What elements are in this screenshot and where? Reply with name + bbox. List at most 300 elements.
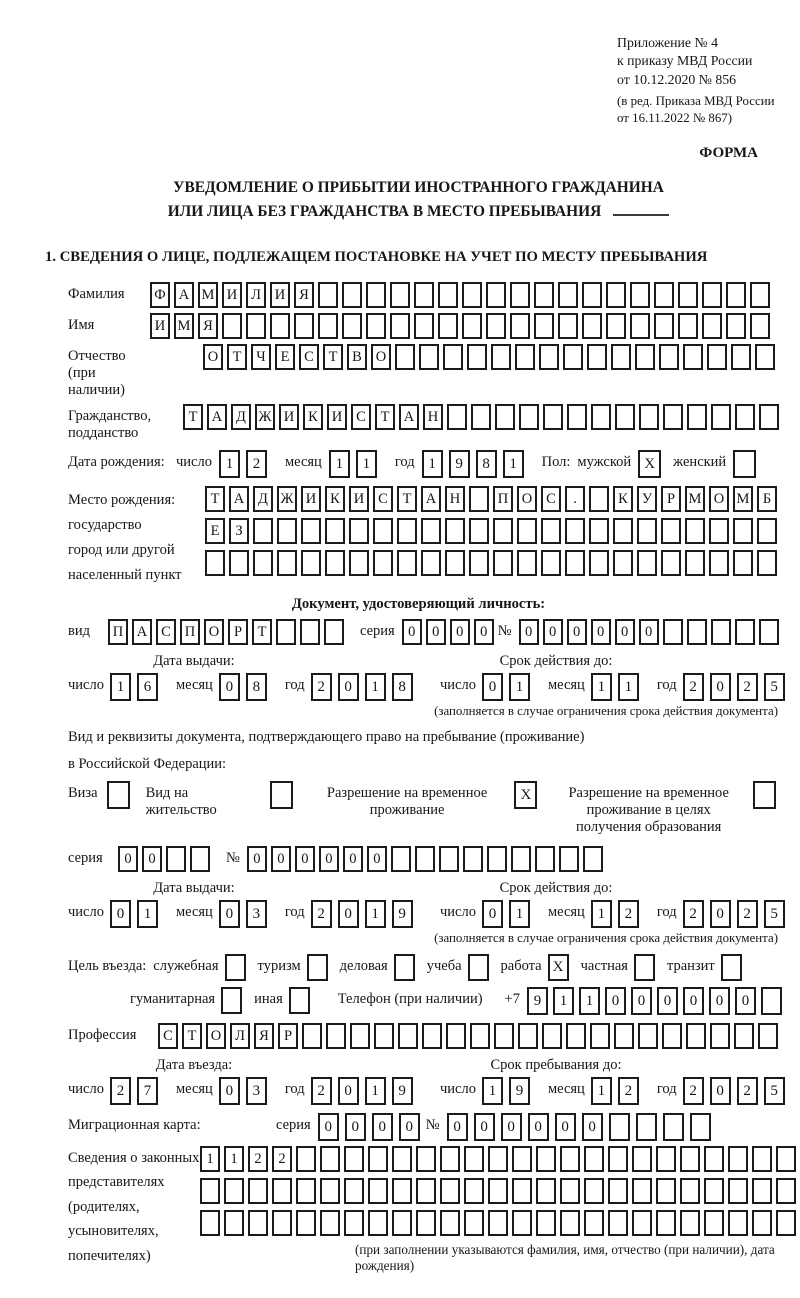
- char-cell[interactable]: 2: [311, 673, 332, 701]
- char-cell[interactable]: С: [299, 344, 319, 370]
- char-cell[interactable]: П: [180, 619, 200, 645]
- char-cell[interactable]: 2: [110, 1077, 131, 1105]
- char-cell[interactable]: 0: [528, 1113, 549, 1141]
- char-cell[interactable]: [366, 313, 386, 339]
- char-cell[interactable]: 2: [683, 673, 704, 701]
- char-cell[interactable]: [761, 987, 782, 1015]
- char-cell[interactable]: И: [150, 313, 170, 339]
- char-cell[interactable]: [464, 1146, 484, 1172]
- char-cell[interactable]: 6: [137, 673, 158, 701]
- char-cell[interactable]: [493, 550, 513, 576]
- char-cell[interactable]: [419, 344, 439, 370]
- char-cell[interactable]: Л: [246, 282, 266, 308]
- char-cell[interactable]: [685, 518, 705, 544]
- char-cell[interactable]: К: [303, 404, 323, 430]
- char-cell[interactable]: А: [174, 282, 194, 308]
- char-cell[interactable]: 0: [639, 619, 659, 645]
- char-cell[interactable]: 0: [110, 900, 131, 928]
- char-cell[interactable]: [438, 282, 458, 308]
- char-cell[interactable]: [534, 282, 554, 308]
- char-cell[interactable]: 2: [618, 1077, 639, 1105]
- char-cell[interactable]: Н: [423, 404, 443, 430]
- char-cell[interactable]: О: [709, 486, 729, 512]
- char-cell[interactable]: [630, 282, 650, 308]
- char-cell[interactable]: О: [206, 1023, 226, 1049]
- char-cell[interactable]: [565, 550, 585, 576]
- char-cell[interactable]: [443, 344, 463, 370]
- char-cell[interactable]: [663, 404, 683, 430]
- char-cell[interactable]: [704, 1210, 724, 1236]
- char-cell[interactable]: Л: [230, 1023, 250, 1049]
- char-cell[interactable]: [488, 1210, 508, 1236]
- char-cell[interactable]: М: [733, 486, 753, 512]
- char-cell[interactable]: С: [373, 486, 393, 512]
- char-cell[interactable]: 1: [224, 1146, 244, 1172]
- char-cell[interactable]: [344, 1178, 364, 1204]
- char-cell[interactable]: [680, 1146, 700, 1172]
- char-cell[interactable]: К: [613, 486, 633, 512]
- char-cell[interactable]: [661, 518, 681, 544]
- char-cell[interactable]: 2: [683, 1077, 704, 1105]
- char-cell[interactable]: [728, 1178, 748, 1204]
- char-cell[interactable]: [471, 404, 491, 430]
- char-cell[interactable]: [320, 1178, 340, 1204]
- char-cell[interactable]: 1: [329, 450, 350, 478]
- char-cell[interactable]: [373, 550, 393, 576]
- char-cell[interactable]: [687, 404, 707, 430]
- char-cell[interactable]: 0: [657, 987, 678, 1015]
- char-cell[interactable]: [224, 1210, 244, 1236]
- char-cell[interactable]: 8: [476, 450, 497, 478]
- char-cell[interactable]: [637, 518, 657, 544]
- char-cell[interactable]: [205, 550, 225, 576]
- char-cell[interactable]: [728, 1210, 748, 1236]
- char-cell[interactable]: [608, 1178, 628, 1204]
- purpose-work-checkbox[interactable]: X: [548, 954, 569, 981]
- char-cell[interactable]: [543, 404, 563, 430]
- char-cell[interactable]: 0: [474, 619, 494, 645]
- char-cell[interactable]: П: [108, 619, 128, 645]
- char-cell[interactable]: 0: [319, 846, 339, 872]
- visa-checkbox[interactable]: [107, 781, 130, 809]
- char-cell[interactable]: [246, 313, 266, 339]
- char-cell[interactable]: [752, 1210, 772, 1236]
- char-cell[interactable]: 1: [482, 1077, 503, 1105]
- char-cell[interactable]: [613, 550, 633, 576]
- char-cell[interactable]: [615, 404, 635, 430]
- char-cell[interactable]: Т: [252, 619, 272, 645]
- char-cell[interactable]: [583, 846, 603, 872]
- char-cell[interactable]: Р: [228, 619, 248, 645]
- char-cell[interactable]: [735, 619, 755, 645]
- char-cell[interactable]: 0: [555, 1113, 576, 1141]
- char-cell[interactable]: [190, 846, 210, 872]
- char-cell[interactable]: [469, 550, 489, 576]
- char-cell[interactable]: 0: [372, 1113, 393, 1141]
- char-cell[interactable]: [632, 1178, 652, 1204]
- char-cell[interactable]: [342, 282, 362, 308]
- char-cell[interactable]: [709, 518, 729, 544]
- char-cell[interactable]: 5: [764, 673, 785, 701]
- char-cell[interactable]: А: [132, 619, 152, 645]
- char-cell[interactable]: [560, 1178, 580, 1204]
- char-cell[interactable]: 7: [137, 1077, 158, 1105]
- purpose-other-checkbox[interactable]: [289, 987, 310, 1014]
- char-cell[interactable]: [710, 1023, 730, 1049]
- char-cell[interactable]: [512, 1178, 532, 1204]
- char-cell[interactable]: [318, 282, 338, 308]
- char-cell[interactable]: [609, 1113, 630, 1141]
- char-cell[interactable]: [536, 1146, 556, 1172]
- char-cell[interactable]: 0: [710, 900, 731, 928]
- char-cell[interactable]: Н: [445, 486, 465, 512]
- char-cell[interactable]: 0: [710, 673, 731, 701]
- char-cell[interactable]: [541, 518, 561, 544]
- char-cell[interactable]: [229, 550, 249, 576]
- char-cell[interactable]: 0: [591, 619, 611, 645]
- char-cell[interactable]: [487, 846, 507, 872]
- char-cell[interactable]: [511, 846, 531, 872]
- char-cell[interactable]: [704, 1146, 724, 1172]
- char-cell[interactable]: [296, 1178, 316, 1204]
- char-cell[interactable]: [584, 1210, 604, 1236]
- char-cell[interactable]: [344, 1210, 364, 1236]
- char-cell[interactable]: [654, 282, 674, 308]
- char-cell[interactable]: [656, 1210, 676, 1236]
- char-cell[interactable]: 3: [246, 1077, 267, 1105]
- char-cell[interactable]: [488, 1178, 508, 1204]
- char-cell[interactable]: [757, 518, 777, 544]
- char-cell[interactable]: 0: [338, 673, 359, 701]
- char-cell[interactable]: [512, 1210, 532, 1236]
- char-cell[interactable]: [494, 1023, 514, 1049]
- char-cell[interactable]: [534, 313, 554, 339]
- char-cell[interactable]: [374, 1023, 394, 1049]
- char-cell[interactable]: [558, 282, 578, 308]
- char-cell[interactable]: [776, 1210, 796, 1236]
- char-cell[interactable]: [726, 282, 746, 308]
- char-cell[interactable]: Е: [205, 518, 225, 544]
- char-cell[interactable]: [535, 846, 555, 872]
- char-cell[interactable]: 0: [474, 1113, 495, 1141]
- char-cell[interactable]: [731, 344, 751, 370]
- char-cell[interactable]: С: [351, 404, 371, 430]
- char-cell[interactable]: [582, 282, 602, 308]
- char-cell[interactable]: 0: [735, 987, 756, 1015]
- char-cell[interactable]: [611, 344, 631, 370]
- char-cell[interactable]: [350, 1023, 370, 1049]
- char-cell[interactable]: [536, 1210, 556, 1236]
- char-cell[interactable]: [248, 1178, 268, 1204]
- char-cell[interactable]: 1: [365, 673, 386, 701]
- char-cell[interactable]: 2: [618, 900, 639, 928]
- char-cell[interactable]: [632, 1146, 652, 1172]
- char-cell[interactable]: [277, 550, 297, 576]
- char-cell[interactable]: 1: [422, 450, 443, 478]
- char-cell[interactable]: [395, 344, 415, 370]
- char-cell[interactable]: [392, 1178, 412, 1204]
- char-cell[interactable]: [446, 1023, 466, 1049]
- char-cell[interactable]: И: [327, 404, 347, 430]
- char-cell[interactable]: [635, 344, 655, 370]
- char-cell[interactable]: [680, 1178, 700, 1204]
- char-cell[interactable]: С: [541, 486, 561, 512]
- char-cell[interactable]: Т: [375, 404, 395, 430]
- char-cell[interactable]: [391, 846, 411, 872]
- char-cell[interactable]: [733, 518, 753, 544]
- char-cell[interactable]: 0: [447, 1113, 468, 1141]
- char-cell[interactable]: [462, 313, 482, 339]
- char-cell[interactable]: С: [158, 1023, 178, 1049]
- char-cell[interactable]: [397, 550, 417, 576]
- char-cell[interactable]: [486, 313, 506, 339]
- char-cell[interactable]: [656, 1146, 676, 1172]
- char-cell[interactable]: 8: [246, 673, 267, 701]
- purpose-official-checkbox[interactable]: [225, 954, 246, 981]
- char-cell[interactable]: [422, 1023, 442, 1049]
- char-cell[interactable]: [349, 550, 369, 576]
- char-cell[interactable]: [517, 550, 537, 576]
- char-cell[interactable]: [536, 1178, 556, 1204]
- char-cell[interactable]: Ж: [255, 404, 275, 430]
- char-cell[interactable]: [368, 1146, 388, 1172]
- char-cell[interactable]: [661, 550, 681, 576]
- char-cell[interactable]: [702, 313, 722, 339]
- char-cell[interactable]: [392, 1210, 412, 1236]
- char-cell[interactable]: [519, 404, 539, 430]
- char-cell[interactable]: [253, 518, 273, 544]
- char-cell[interactable]: [680, 1210, 700, 1236]
- char-cell[interactable]: 0: [683, 987, 704, 1015]
- char-cell[interactable]: О: [204, 619, 224, 645]
- char-cell[interactable]: [517, 518, 537, 544]
- purpose-humanitarian-checkbox[interactable]: [221, 987, 242, 1014]
- char-cell[interactable]: Т: [323, 344, 343, 370]
- char-cell[interactable]: Я: [254, 1023, 274, 1049]
- char-cell[interactable]: [735, 404, 755, 430]
- char-cell[interactable]: И: [270, 282, 290, 308]
- char-cell[interactable]: [711, 404, 731, 430]
- char-cell[interactable]: [296, 1146, 316, 1172]
- char-cell[interactable]: [685, 550, 705, 576]
- char-cell[interactable]: 0: [501, 1113, 522, 1141]
- char-cell[interactable]: Ф: [150, 282, 170, 308]
- char-cell[interactable]: [759, 619, 779, 645]
- char-cell[interactable]: Т: [183, 404, 203, 430]
- char-cell[interactable]: [608, 1146, 628, 1172]
- char-cell[interactable]: 2: [246, 450, 267, 478]
- char-cell[interactable]: [272, 1178, 292, 1204]
- char-cell[interactable]: [630, 313, 650, 339]
- sex-female-checkbox[interactable]: [733, 450, 756, 478]
- char-cell[interactable]: 2: [737, 1077, 758, 1105]
- char-cell[interactable]: [248, 1210, 268, 1236]
- char-cell[interactable]: 1: [553, 987, 574, 1015]
- char-cell[interactable]: Т: [182, 1023, 202, 1049]
- char-cell[interactable]: О: [203, 344, 223, 370]
- char-cell[interactable]: У: [637, 486, 657, 512]
- char-cell[interactable]: [632, 1210, 652, 1236]
- char-cell[interactable]: [510, 313, 530, 339]
- char-cell[interactable]: 0: [605, 987, 626, 1015]
- char-cell[interactable]: [707, 344, 727, 370]
- char-cell[interactable]: 0: [271, 846, 291, 872]
- char-cell[interactable]: [663, 619, 683, 645]
- char-cell[interactable]: 2: [272, 1146, 292, 1172]
- char-cell[interactable]: 2: [311, 1077, 332, 1105]
- char-cell[interactable]: [440, 1146, 460, 1172]
- char-cell[interactable]: [636, 1113, 657, 1141]
- char-cell[interactable]: 0: [426, 619, 446, 645]
- char-cell[interactable]: [344, 1146, 364, 1172]
- char-cell[interactable]: [301, 550, 321, 576]
- char-cell[interactable]: [326, 1023, 346, 1049]
- char-cell[interactable]: [464, 1178, 484, 1204]
- char-cell[interactable]: [272, 1210, 292, 1236]
- char-cell[interactable]: 0: [450, 619, 470, 645]
- char-cell[interactable]: [752, 1178, 772, 1204]
- char-cell[interactable]: [539, 344, 559, 370]
- char-cell[interactable]: 0: [338, 1077, 359, 1105]
- char-cell[interactable]: [606, 282, 626, 308]
- char-cell[interactable]: [416, 1146, 436, 1172]
- char-cell[interactable]: А: [421, 486, 441, 512]
- char-cell[interactable]: [469, 518, 489, 544]
- char-cell[interactable]: [750, 313, 770, 339]
- sex-male-checkbox[interactable]: X: [638, 450, 661, 478]
- char-cell[interactable]: [659, 344, 679, 370]
- char-cell[interactable]: [678, 313, 698, 339]
- purpose-private-checkbox[interactable]: [634, 954, 655, 981]
- char-cell[interactable]: [683, 344, 703, 370]
- char-cell[interactable]: [515, 344, 535, 370]
- char-cell[interactable]: [495, 404, 515, 430]
- char-cell[interactable]: [608, 1210, 628, 1236]
- char-cell[interactable]: 1: [591, 1077, 612, 1105]
- char-cell[interactable]: [439, 846, 459, 872]
- char-cell[interactable]: 0: [402, 619, 422, 645]
- char-cell[interactable]: 0: [219, 900, 240, 928]
- char-cell[interactable]: .: [565, 486, 585, 512]
- char-cell[interactable]: [421, 550, 441, 576]
- char-cell[interactable]: [560, 1210, 580, 1236]
- char-cell[interactable]: [398, 1023, 418, 1049]
- char-cell[interactable]: [320, 1210, 340, 1236]
- char-cell[interactable]: 2: [737, 900, 758, 928]
- purpose-business-checkbox[interactable]: [394, 954, 415, 981]
- char-cell[interactable]: [302, 1023, 322, 1049]
- char-cell[interactable]: [320, 1146, 340, 1172]
- char-cell[interactable]: 2: [737, 673, 758, 701]
- char-cell[interactable]: [368, 1210, 388, 1236]
- char-cell[interactable]: [414, 313, 434, 339]
- char-cell[interactable]: [750, 282, 770, 308]
- char-cell[interactable]: [368, 1178, 388, 1204]
- char-cell[interactable]: [541, 550, 561, 576]
- char-cell[interactable]: [755, 344, 775, 370]
- char-cell[interactable]: [392, 1146, 412, 1172]
- char-cell[interactable]: И: [349, 486, 369, 512]
- char-cell[interactable]: [589, 550, 609, 576]
- char-cell[interactable]: [702, 282, 722, 308]
- char-cell[interactable]: [686, 1023, 706, 1049]
- char-cell[interactable]: 0: [567, 619, 587, 645]
- char-cell[interactable]: 0: [519, 619, 539, 645]
- char-cell[interactable]: [637, 550, 657, 576]
- char-cell[interactable]: 0: [343, 846, 363, 872]
- char-cell[interactable]: 0: [247, 846, 267, 872]
- char-cell[interactable]: [469, 486, 489, 512]
- char-cell[interactable]: [491, 344, 511, 370]
- char-cell[interactable]: [613, 518, 633, 544]
- char-cell[interactable]: [663, 1113, 684, 1141]
- education-residence-checkbox[interactable]: [753, 781, 776, 809]
- char-cell[interactable]: [589, 486, 609, 512]
- char-cell[interactable]: [584, 1178, 604, 1204]
- char-cell[interactable]: [467, 344, 487, 370]
- char-cell[interactable]: [462, 282, 482, 308]
- char-cell[interactable]: [464, 1210, 484, 1236]
- char-cell[interactable]: [726, 313, 746, 339]
- char-cell[interactable]: [397, 518, 417, 544]
- char-cell[interactable]: 5: [764, 1077, 785, 1105]
- char-cell[interactable]: 0: [709, 987, 730, 1015]
- char-cell[interactable]: [421, 518, 441, 544]
- char-cell[interactable]: [662, 1023, 682, 1049]
- char-cell[interactable]: 1: [137, 900, 158, 928]
- char-cell[interactable]: [606, 313, 626, 339]
- char-cell[interactable]: [488, 1146, 508, 1172]
- char-cell[interactable]: 1: [110, 673, 131, 701]
- char-cell[interactable]: [200, 1178, 220, 1204]
- char-cell[interactable]: [776, 1178, 796, 1204]
- char-cell[interactable]: [325, 518, 345, 544]
- char-cell[interactable]: [493, 518, 513, 544]
- char-cell[interactable]: [325, 550, 345, 576]
- char-cell[interactable]: О: [517, 486, 537, 512]
- char-cell[interactable]: [366, 282, 386, 308]
- char-cell[interactable]: [324, 619, 344, 645]
- purpose-transit-checkbox[interactable]: [721, 954, 742, 981]
- char-cell[interactable]: 1: [509, 673, 530, 701]
- temporary-residence-checkbox[interactable]: X: [514, 781, 537, 809]
- char-cell[interactable]: [447, 404, 467, 430]
- char-cell[interactable]: [296, 1210, 316, 1236]
- char-cell[interactable]: 8: [392, 673, 413, 701]
- char-cell[interactable]: 0: [219, 673, 240, 701]
- char-cell[interactable]: [656, 1178, 676, 1204]
- char-cell[interactable]: Т: [227, 344, 247, 370]
- char-cell[interactable]: 2: [248, 1146, 268, 1172]
- char-cell[interactable]: 2: [683, 900, 704, 928]
- char-cell[interactable]: 0: [399, 1113, 420, 1141]
- char-cell[interactable]: [728, 1146, 748, 1172]
- char-cell[interactable]: [440, 1178, 460, 1204]
- char-cell[interactable]: Т: [205, 486, 225, 512]
- char-cell[interactable]: [445, 550, 465, 576]
- char-cell[interactable]: [542, 1023, 562, 1049]
- char-cell[interactable]: [757, 550, 777, 576]
- char-cell[interactable]: 1: [200, 1146, 220, 1172]
- char-cell[interactable]: И: [279, 404, 299, 430]
- char-cell[interactable]: [518, 1023, 538, 1049]
- char-cell[interactable]: 1: [591, 673, 612, 701]
- char-cell[interactable]: [759, 404, 779, 430]
- char-cell[interactable]: [415, 846, 435, 872]
- char-cell[interactable]: 1: [591, 900, 612, 928]
- char-cell[interactable]: З: [229, 518, 249, 544]
- char-cell[interactable]: О: [371, 344, 391, 370]
